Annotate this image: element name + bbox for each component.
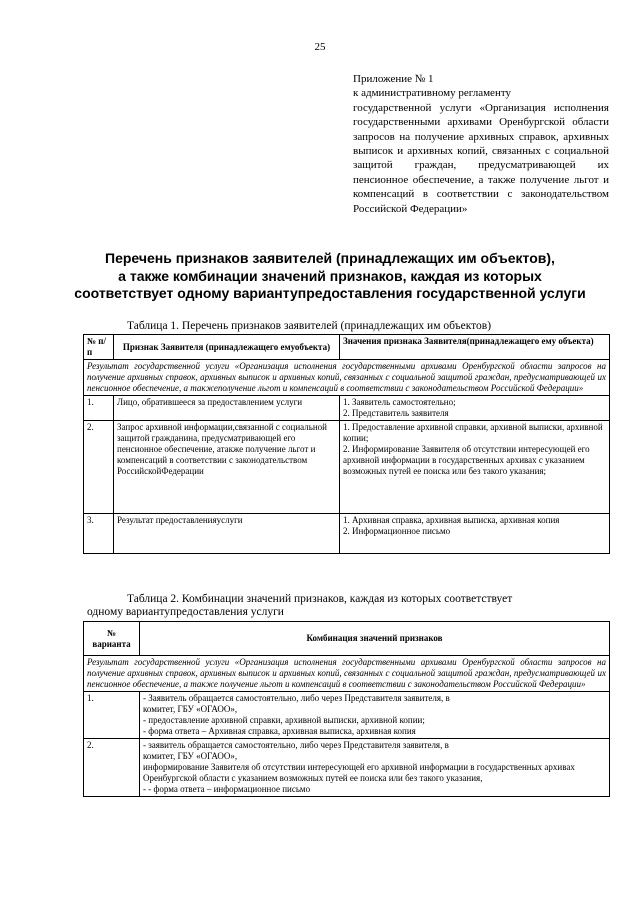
appendix-block <box>353 72 609 216</box>
row-values <box>340 514 610 554</box>
table2-caption-line-1: Таблица 2. Комбинации значений признаков, каждая из которых соответствует <box>127 593 513 605</box>
value-item: 1. Предоставление архивной справки, архивной выписки, архивной копии; <box>343 422 603 443</box>
row-num: 2. <box>84 421 114 514</box>
table-row <box>84 739 610 797</box>
combination-line: комитет, ГБУ «ОГАОО», <box>143 704 238 714</box>
row-num: 1. <box>84 396 114 421</box>
appendix-title: Приложение № 1 <box>353 73 434 85</box>
header-combination: Комбинация значений признаков <box>140 622 610 656</box>
variant-combination <box>140 739 610 797</box>
combination-line: - форма ответа – Архивная справка, архивная выписка, архивная копия <box>143 726 416 736</box>
combination-line: - Заявитель обращается самостоятельно, либо через Представителя заявителя, в <box>143 693 450 703</box>
table-row <box>84 360 610 396</box>
table-row <box>84 656 610 692</box>
row-feature: Запрос архивной информации,связанной с социальной защитой гражданина, предусматривающей его пенсионное обеспечение, атакже получение льгот и компенсаций в соответствии с законодательством РоссийскойФедерации <box>114 421 340 514</box>
header-values: Значения признака Заявителя(принадлежащего ему объекта) <box>340 335 610 360</box>
table-header-row <box>84 622 610 656</box>
row-feature: Лицо, обратившееся за предоставлением услуги <box>114 396 340 421</box>
table-row <box>84 514 610 554</box>
row-num: 3. <box>84 514 114 554</box>
combination-line: информирование Заявителя об отсутствии интересующей его архивной информации в государственных архивах Оренбургской области с указанием возможных путей ее поиска или без такого указания, <box>143 762 575 783</box>
header-num: № п/п <box>84 335 114 360</box>
value-item: 1. Заявитель самостоятельно; <box>343 397 456 407</box>
value-item: 2. Представитель заявителя <box>343 408 449 418</box>
header-variant-num: № варианта <box>84 622 140 656</box>
table-header-row <box>84 335 610 360</box>
table2-caption <box>87 593 607 619</box>
combination-line: - заявитель обращается самостоятельно, либо через Представителя заявителя, в <box>143 740 449 750</box>
heading-line-2: а также комбинации значений признаков, каждая из которых <box>118 267 542 284</box>
table-row <box>84 692 610 739</box>
header-feature: Признак Заявителя (принадлежащего емуобъекта) <box>114 335 340 360</box>
document-heading <box>60 250 600 303</box>
variant-num: 2. <box>84 739 140 797</box>
row-values <box>340 421 610 514</box>
table-row <box>84 421 610 514</box>
combination-line: - предоставление архивной справки, архивной выписки, архивной копии; <box>143 715 425 725</box>
result-description: Результат государственной услуги «Организация исполнения государственными архивами Оренбургской области запросов на получение архивных справок, архивных выписок и архивных копий, связанных с социальной защитой граждан, предусматривающей их пенсионное обеспечение, а такжеполучение льгот и компенсаций в соответствии с законодательством Российской Федерации» <box>84 360 610 396</box>
combination-line: - - форма ответа – информационное письмо <box>143 784 311 794</box>
table-row <box>84 396 610 421</box>
combinations-table <box>83 621 610 797</box>
combination-line: комитет, ГБУ «ОГАОО», <box>143 751 238 761</box>
variant-num: 1. <box>84 692 140 739</box>
features-table <box>83 334 610 554</box>
appendix-line: к административному регламенту <box>353 87 511 100</box>
row-values <box>340 396 610 421</box>
value-item: 2. Информационное письмо <box>343 526 451 536</box>
appendix-text: государственной услуги «Организация исполнения государственными архивами Оренбургской области запросов на получение архивных справок, архивных выписок и архивных копий, связанных с социальной защитой граждан, предусматривающей их пенсионное обеспечение, а также получение льгот и компенсаций в соответствии с законодательством Российской Федерации» <box>353 101 609 215</box>
value-item: 2. Информирование Заявителя об отсутствии интересующей его архивной информации в государственных архивах с указанием возможных путей ее поиска или без такого указания; <box>343 444 590 476</box>
heading-line-1: Перечень признаков заявителей (принадлежащих им объектов), <box>105 250 555 266</box>
row-feature: Результат предоставленияуслуги <box>114 514 340 554</box>
page-number: 25 <box>314 41 326 53</box>
table2-caption-line-2: одному вариантупредоставления услуги <box>87 606 284 618</box>
heading-line-3: соответствует одному вариантупредоставления государственной услуги <box>74 285 586 301</box>
result-description: Результат государственной услуги «Организация исполнения государственными архивами Оренбургской области запросов на получение архивных справок, архивных выписок и архивных копий, связанных с социальной защитой граждан, предусматривающей их пенсионное обеспечение, а также получение льгот и компенсаций в соответствии с законодательством Российской Федерации» <box>84 656 610 692</box>
table1-caption: Таблица 1. Перечень признаков заявителей (принадлежащих им объектов) <box>127 320 492 332</box>
value-item: 1. Архивная справка, архивная выписка, архивная копия <box>343 515 560 525</box>
variant-combination <box>140 692 610 739</box>
